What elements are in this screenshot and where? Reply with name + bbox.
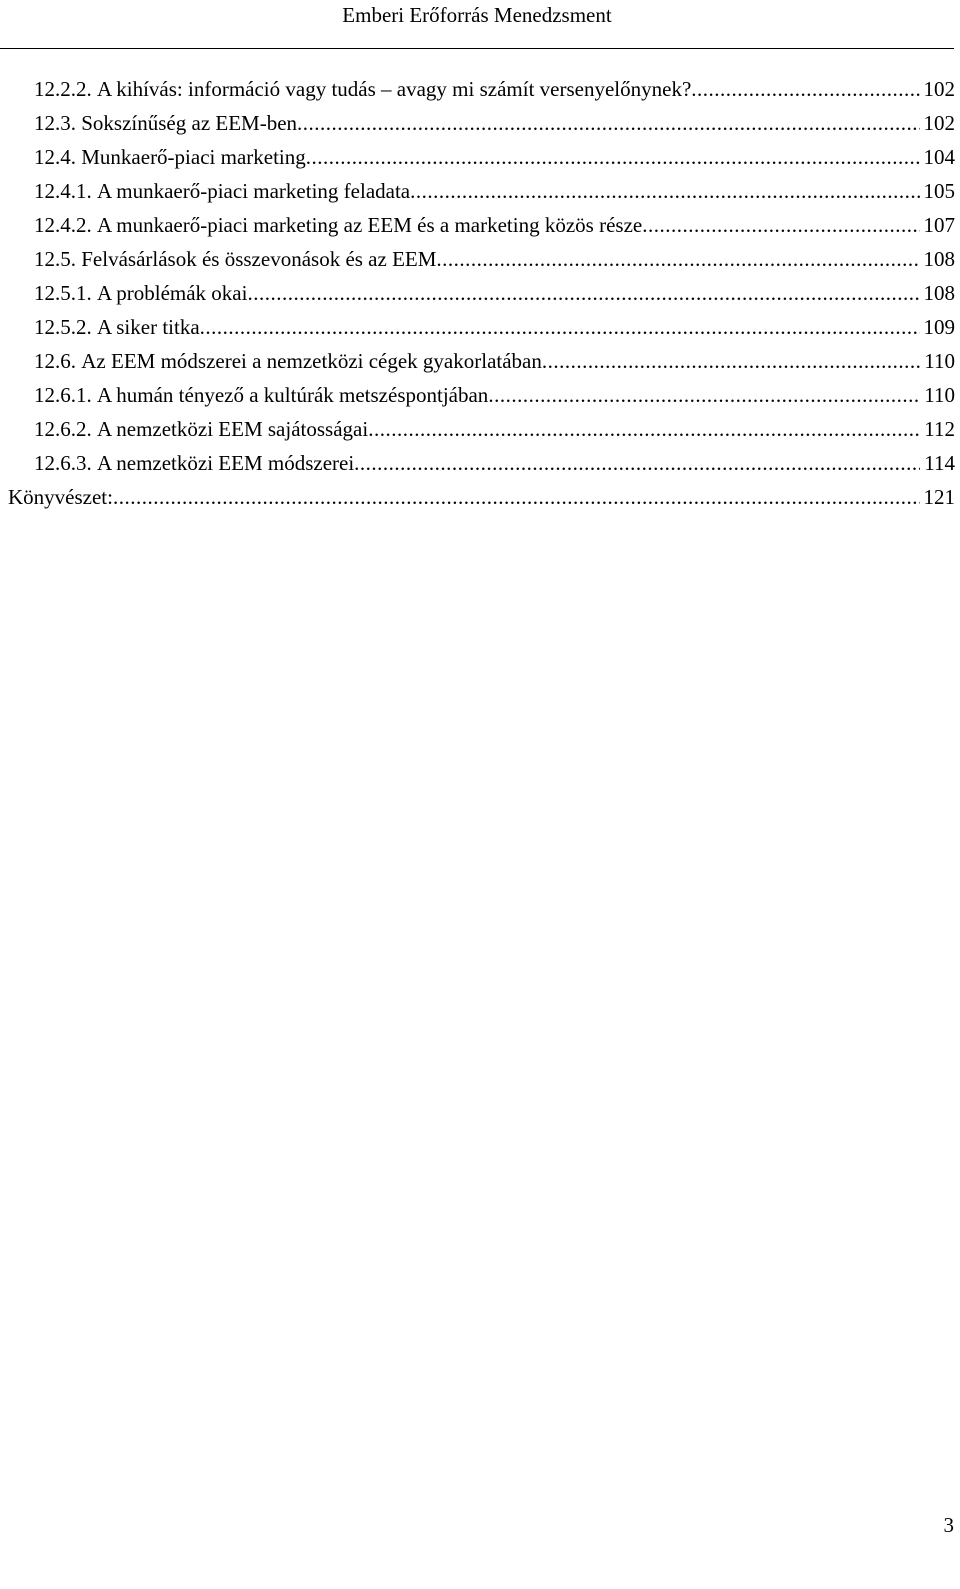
toc-dot-leader	[410, 174, 919, 208]
toc-entry[interactable]	[34, 106, 955, 140]
toc-entry-number: 12.5.2.	[34, 315, 92, 339]
toc-dot-leader	[306, 140, 920, 174]
toc-entry-number: 12.5.1.	[34, 281, 92, 305]
toc-dot-leader	[542, 344, 920, 378]
toc-dot-leader	[200, 310, 920, 344]
toc-entry-page: 107	[923, 213, 955, 237]
toc-entry[interactable]	[34, 412, 955, 446]
toc-entry-page: 121	[923, 485, 955, 509]
toc-entry-number: 12.3.	[34, 111, 76, 135]
toc-dot-leader	[368, 412, 920, 446]
toc-entry[interactable]	[34, 242, 955, 276]
toc-entry-page: 112	[924, 417, 955, 441]
toc-entry-title: A siker titka	[97, 315, 200, 339]
toc-entry-title: Felvásárlások és összevonások és az EEM	[81, 247, 437, 271]
toc-entry-title: Az EEM módszerei a nemzetközi cégek gyakorlatában	[81, 349, 542, 373]
toc-entry-number: 12.6.	[34, 349, 76, 373]
toc-entry[interactable]	[34, 344, 955, 378]
toc-entry[interactable]	[34, 208, 955, 242]
toc-entry-page: 102	[923, 111, 955, 135]
toc-entry-page: 110	[924, 383, 955, 407]
toc-entry-page: 104	[923, 145, 955, 169]
toc-entry[interactable]	[8, 480, 955, 514]
toc-entry-title: A munkaerő-piaci marketing feladata	[97, 179, 411, 203]
toc-entry-page: 110	[924, 349, 955, 373]
toc-entry-title: A munkaerő-piaci marketing az EEM és a marketing közös része	[97, 213, 643, 237]
toc-entry-page: 109	[923, 315, 955, 339]
toc-dot-leader	[354, 446, 920, 480]
toc-entry[interactable]	[34, 174, 955, 208]
toc-entry-title: A nemzetközi EEM sajátosságai	[97, 417, 369, 441]
toc-entry-title: A nemzetközi EEM módszerei	[97, 451, 355, 475]
toc-dot-leader	[488, 378, 920, 412]
toc-entry-number: 12.5.	[34, 247, 76, 271]
toc-entry[interactable]	[34, 310, 955, 344]
running-title: Emberi Erőforrás Menedzsment	[342, 3, 612, 27]
toc-entry-title: Munkaerő-piaci marketing	[81, 145, 306, 169]
toc-dot-leader	[297, 106, 919, 140]
toc-entry[interactable]	[34, 276, 955, 310]
toc-entry-number: 12.6.2.	[34, 417, 92, 441]
toc-dot-leader	[113, 480, 920, 514]
toc-entry-title: A problémák okai	[97, 281, 248, 305]
toc-entry-page: 108	[923, 281, 955, 305]
toc-entry-number: 12.4.1.	[34, 179, 92, 203]
toc-entry-number: 12.6.3.	[34, 451, 92, 475]
toc-entry-title: A kihívás: információ vagy tudás – avagy mi számít versenyelőnynek?	[97, 77, 692, 101]
toc-entry[interactable]	[34, 140, 955, 174]
toc-dot-leader	[691, 72, 919, 106]
page-number: 3	[943, 1513, 954, 1537]
toc-entry-title: A humán tényező a kultúrák metszéspontjában	[97, 383, 489, 407]
toc-entry[interactable]	[34, 446, 955, 480]
toc-entry-page: 105	[923, 179, 955, 203]
toc-entry-page: 108	[923, 247, 955, 271]
toc-entry-number: 12.4.2.	[34, 213, 92, 237]
toc-entry-title: Sokszínűség az EEM-ben	[81, 111, 298, 135]
toc-dot-leader	[642, 208, 919, 242]
toc-entry-page: 102	[923, 77, 955, 101]
toc-entry-title: Könyvészet:	[8, 485, 113, 509]
toc-entry[interactable]	[34, 378, 955, 412]
toc-entry-number: 12.2.2.	[34, 77, 92, 101]
toc-entry[interactable]	[34, 72, 955, 106]
toc-entry-page: 114	[924, 451, 955, 475]
toc-entry-number: 12.6.1.	[34, 383, 92, 407]
running-header	[0, 0, 954, 49]
toc-dot-leader	[436, 242, 919, 276]
toc-dot-leader	[247, 276, 919, 310]
toc-entry-number: 12.4.	[34, 145, 76, 169]
